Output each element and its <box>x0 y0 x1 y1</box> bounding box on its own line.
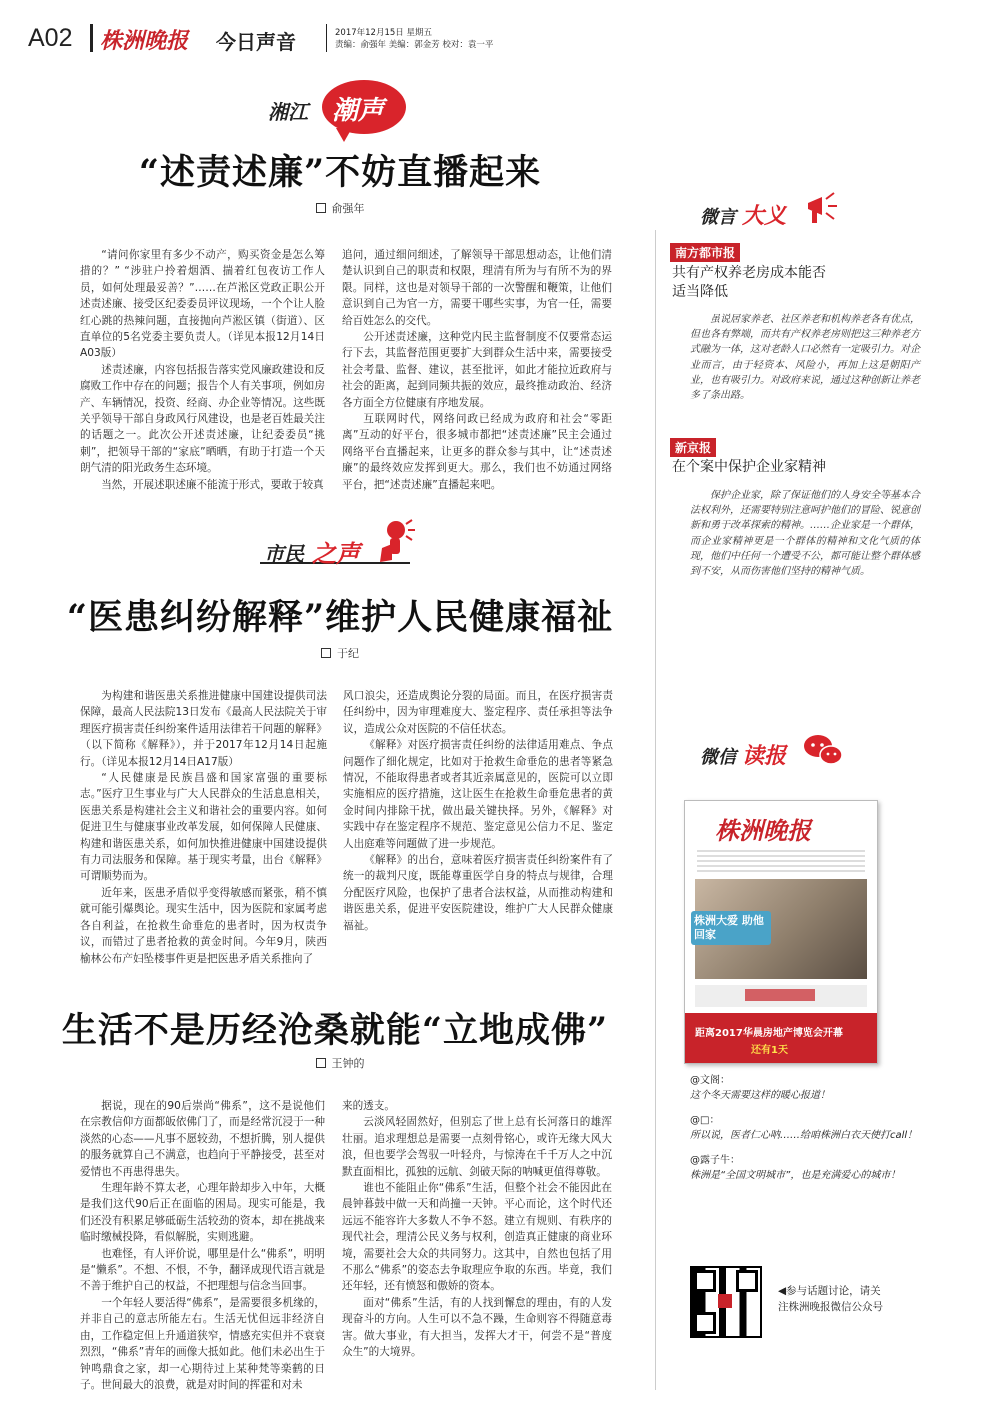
qr-center-logo <box>718 1294 732 1308</box>
header-label-b: 读报 <box>742 744 787 769</box>
paragraph: “人民健康是民族昌盛和国家富强的重要标志。”医疗卫生事业与广大人民群众的生活息息相关，医患关系是构建社会主义和谐社会的重要内容。如何促进卫生与健康事业改革发展，如何保障人民健康、构建和谐医患关系，如何加快推进健康中国建设提供有力司法服务和保障。基于现实考量，出台《解释》可谓顺势而为。 <box>80 772 327 883</box>
paragraph: 云淡风轻固然好，但别忘了世上总有长河落日的雄浑壮丽。追求理想总是需要一点刻骨铭心，或许无缘大风大浪，但也要学会驾驭一叶轻舟，与惊涛在千千万人之中沉默直面相比，孤独的远航、剑破天际的呐喊更值得尊敬。 <box>342 1116 612 1178</box>
qr-finder <box>694 1270 716 1292</box>
page-number: A02 <box>28 24 73 52</box>
badge-label-b: 潮声 <box>332 96 385 126</box>
byline-square-icon <box>316 203 326 213</box>
article-2-byline <box>40 645 640 661</box>
comment-user: @□： <box>690 1115 720 1126</box>
footer-text: 距离2017华晨房地产博览会开幕 <box>695 1028 843 1039</box>
weixin-dubao-header <box>700 725 850 775</box>
comment <box>690 1153 925 1183</box>
paragraph: 公开述责述廉，这种党内民主监督制度不仅要常态运行下去，其监督范围更要扩大到群众生活中来，需要接受社会考量、监督、建议，甚至批评，如此才能拉近政府与社会的距离，起到同频共振的效应，最终推动政治、经济各方面全方位健康有序地发展。 <box>342 331 612 409</box>
paragraph: 述责述廉，内容包括报告落实党风廉政建设和反腐败工作中存在的问题；报告个人有关事项，例如房产、车辆情况，投资、经商、办企业等情况。这些既关乎领导干部自身政风行风建设，也是老百姓最关注的话题之一。此次公开述责述廉，让纪委委员“挑刺”，把领导干部的“家底”晒晒，有助于打造一个天朗气清的阳光政务生态环境。 <box>80 363 325 475</box>
bubble-tail <box>336 128 352 142</box>
paragraph: 一个年轻人要活得“佛系”，是需要很多机缘的，并非自己的意志所能左右。生活无忧但远非经济自由，工作稳定但上升通道狭窄，情感充实但并不衰衰烈烈，“佛系”青年的画像大抵如此。他们未必出生于钟鸣鼎食之家，却一心期待过上某种梵等楽鹤的日子。世间最大的浪费，就是对时间的挥霍和对未 <box>80 1296 325 1391</box>
wechat-bubbles-icon <box>802 731 844 769</box>
paper-logo: 株洲晚报 <box>100 28 189 54</box>
paragraph: 《解释》对医疗损害责任纠纷的法律适用难点、争点问题作了细化规定，比如对于抢救生命垂危的患者等紧急情况，不能取得患者或者其近亲属意见的，医院可以立即实施相应的医疗措施，这让医生在抢救生命垂危患者的黄金时间内排除干扰，做出最关键抉择。另外，《解释》对实践中存在鉴定程序不规范、鉴定意见公信力不足、鉴定人出庭难等问题做了进一步规范。 <box>343 739 613 850</box>
microphone-hand-icon <box>372 518 416 566</box>
shimin-zhisheng-badge <box>260 518 430 578</box>
comment-text: 这个冬天需要这样的暖心报道！ <box>690 1090 830 1101</box>
byline-square-icon <box>321 648 331 658</box>
paragraph: 虽说居家养老、社区养老和机构养老各有优点，但也各有弊端，而共有产权养老房则把这三种养老方式融为一体，这对老龄人口必然有一定吸引力。对企业而言，由于轻资本、风险小，再加上这是朝阳产业，也有吸引力。对政府来说，通过这种创新让养老多了条出路。 <box>690 314 920 402</box>
paragraph: 生理年龄不算太老，心理年龄却步入中年，大概是我们这代90后正在面临的困局。现实可能是，我们还没有积累足够砥砺生活较劲的资本，却在挑战来临时缴械投降，看似解脱，实则逃避。 <box>80 1182 325 1244</box>
megaphone-icon <box>804 189 840 229</box>
masthead <box>0 0 985 60</box>
byline-square-icon <box>316 1058 326 1068</box>
weiyan-dayi-header <box>700 185 850 235</box>
paragraph: 面对“佛系”生活，有的人找到懈怠的理由，有的人发现奋斗的方向。人生可以不急不躁，生命则容不得随意毒害。做大事业，有大担当，发挥大才干，何尝不是“普度众生”的大境界。 <box>342 1296 612 1359</box>
sidebar-item-2-title: 在个案中保护企业家精神 <box>672 459 826 475</box>
header-label-a: 微言 <box>700 207 736 228</box>
paragraph: 谁也不能阻止你“佛系”生活，但整个社会不能因此在晨钟暮鼓中做一天和尚撞一天钟。平心而论，这个时代还远远不能容许大多数人不争不怒。建立有规则、有秩序的现代社会，理清公民义务与权利，创造真正健康的商业环境，需要社会大众的共同努力。这其中，自然也包括了用不那么“佛系”的姿态去争取理应争取的东西。毕竟，我们还年轻，还有愤怒和傲娇的资本。 <box>342 1182 612 1293</box>
paragraph: 保护企业家，除了保证他们的人身安全等基本合法权利外，还需要特别注意呵护他们的冒险、锐意创新和勇于改革探索的精神。……企业家是一个群体，而企业家精神更是一个群体的精神和文化气质的体现，他们中任何一个遭受不公，都可能让整个群体感到不安，从而伤害他们坚持的精神气质。 <box>690 490 920 578</box>
masthead-divider-2 <box>326 24 327 52</box>
article-3-col-right <box>342 1098 612 1361</box>
byline-author: 于纪 <box>337 647 359 660</box>
qr-caption: ◀参与话题讨论，请关注株洲晚报微信公众号 <box>778 1285 883 1313</box>
byline-author: 王钟的 <box>331 1057 365 1070</box>
paragraph: 来的透支。 <box>342 1100 395 1112</box>
badge-label-a: 湘江 <box>268 100 308 124</box>
source-tag-1: 南方都市报 <box>670 243 740 262</box>
comment-text: 所以说，医者仁心呐……给咱株洲白衣天使打call！ <box>690 1130 918 1141</box>
thumbnail-photo-badge: 株洲大爱 助他回家 <box>691 911 771 945</box>
paragraph: 互联网时代，网络问政已经成为政府和社会“零距离”互动的好平台，很多城市都把“述责述廉”民主会通过网络平台直播起来，让更多的群众参与其中，让“述责述廉”的最终效应发挥到更大。那么，我们也不妨通过网络平台，把“述责述廉”直播起来吧。 <box>342 413 612 491</box>
thumbnail-masthead: 株洲晚报 <box>715 816 811 845</box>
thumbnail-ad-logo <box>745 989 815 1001</box>
byline-author: 俞强年 <box>331 202 365 215</box>
comment <box>690 1073 925 1103</box>
thumbnail-footer <box>685 1013 877 1063</box>
paragraph: 《解释》的出台，意味着医疗损害责任纠纷案件有了统一的裁判尺度，既能尊重医学自身的特点与规律，合理分配医疗风险，也保护了患者合法权益，从而推动构建和谐医患关系，促进平安医院建设，维护广大人民群众健康福祉。 <box>343 854 613 932</box>
header-label-b: 大义 <box>742 204 787 229</box>
paragraph: 据说，现在的90后崇尚“佛系”，这不是说他们在宗教信仰方面都皈依佛门了，而是经常沉浸于一种淡然的心态——凡事不愿较劲，不想折腾，别人提供的服务就算自己不满意，也趋向于平静接受，甚至对爱情也不再患得患失。 <box>80 1100 325 1178</box>
article-2-title: “医患纠纷解释”维护人民健康福祉 <box>66 597 614 638</box>
article-3-byline <box>40 1055 640 1071</box>
qr-finder <box>736 1270 758 1292</box>
xiangjiang-chaosheng-badge <box>262 78 412 140</box>
paragraph: 风口浪尖，还造成舆论分裂的局面。而且，在医疗损害责任纠纷中，因为审理难度大、鉴定程序、责任承担等法争议，造成公众对医院的不信任状态。 <box>343 690 613 735</box>
comment-user: @露子牛： <box>690 1155 740 1166</box>
comment-user: @文阁： <box>690 1075 730 1086</box>
thumbnail-text-lines <box>697 847 865 875</box>
sidebar-item-1-title: 共有产权养老房成本能否适当降低 <box>672 265 826 300</box>
article-2-col-left <box>80 688 327 967</box>
newspaper-thumbnail[interactable] <box>684 800 878 1064</box>
badge-label-b: 之声 <box>312 540 360 568</box>
section-title: 今日声音 <box>216 30 296 54</box>
sidebar-item-1-body <box>690 312 920 403</box>
sidebar-item-2-body <box>690 488 920 579</box>
paragraph: 为构建和谐医患关系推进健康中国建设提供司法保障，最高人民法院13日发布《最高人民法院关于审理医疗损害责任纠纷案件适用法律若干问题的解释》（以下简称《解释》），并于2017年12月14日起施行。（详见本报12月14日A17版） <box>80 690 327 768</box>
sidebar-divider <box>655 230 656 1390</box>
header-label-a: 微信 <box>700 747 736 768</box>
paragraph: 当然，开展述职述廉不能流于形式，要敢于较真 <box>101 478 324 491</box>
comment-text: 株洲是“全国文明城市”，也是充满爱心的城市！ <box>690 1170 901 1181</box>
badge-label-a: 市民 <box>264 542 304 566</box>
countdown-badge: 还有1天 <box>751 1045 788 1056</box>
masthead-divider <box>90 24 93 52</box>
article-1-col-right <box>342 247 612 493</box>
article-3-col-left <box>80 1098 325 1393</box>
source-tag-2: 新京报 <box>670 438 716 457</box>
comment <box>690 1113 925 1143</box>
editor-credits: 责编：俞强年 美编：郭金芳 校对：袁一平 <box>335 40 494 50</box>
article-1-col-left <box>80 247 325 493</box>
comments-list <box>690 1073 925 1183</box>
article-2-col-right <box>343 688 613 934</box>
paragraph: “请问你家里有多少不动产，购买资金是怎么筹措的？” “涉驻户拎着烟酒、揣着红包夜访工作人员，如何处理最妥善？”……在芦淞区党政正职公开述责述廉、接受区纪委委员评议现场，一个个让人脸红心跳的热辣问题，直接抛向芦淞区镇（街道）、区直单位的5名党委主要负责人。（详见本报12月14日A03版） <box>80 249 325 360</box>
paragraph: 近年来，医患矛盾似乎变得敏感而紧张，稍不慎就可能引爆舆论。现实生活中，因为医院和家属考虑各自利益，在抢救生命垂危的患者时，因为权责争议，而错过了患者抢救的黄金时间。今年9月，陕西榆林公布产妇坠楼事件更是把医患矛盾关系推向了 <box>80 886 327 965</box>
qr-code[interactable] <box>690 1266 762 1338</box>
issue-date: 2017年12月15日 星期五 <box>335 28 432 38</box>
article-1-title: “述责述廉”不妨直播起来 <box>138 152 542 193</box>
paragraph: 也难怪，有人评价说，哪里是什么“佛系”，明明是“懒系”。不想、不恨，不争，翻译成现代语言就是不善于维护自己的权益，不把理想与信念当回事。 <box>80 1247 325 1293</box>
article-1-byline <box>40 200 640 216</box>
paragraph: 追问，通过细问细述，了解领导干部思想动态，让他们清楚认识到自己的职责和权限，理清有所为与有所不为的界限。同样，这也是对领导干部的一次警醒和鞭策，让他们意识到自己为官一方，需要干哪些实事，为官一任，需要给百姓怎么的交代。 <box>342 249 612 327</box>
article-3-title: 生活不是历经沧桑就能“立地成佛” <box>61 1010 609 1051</box>
qr-finder <box>694 1312 716 1334</box>
